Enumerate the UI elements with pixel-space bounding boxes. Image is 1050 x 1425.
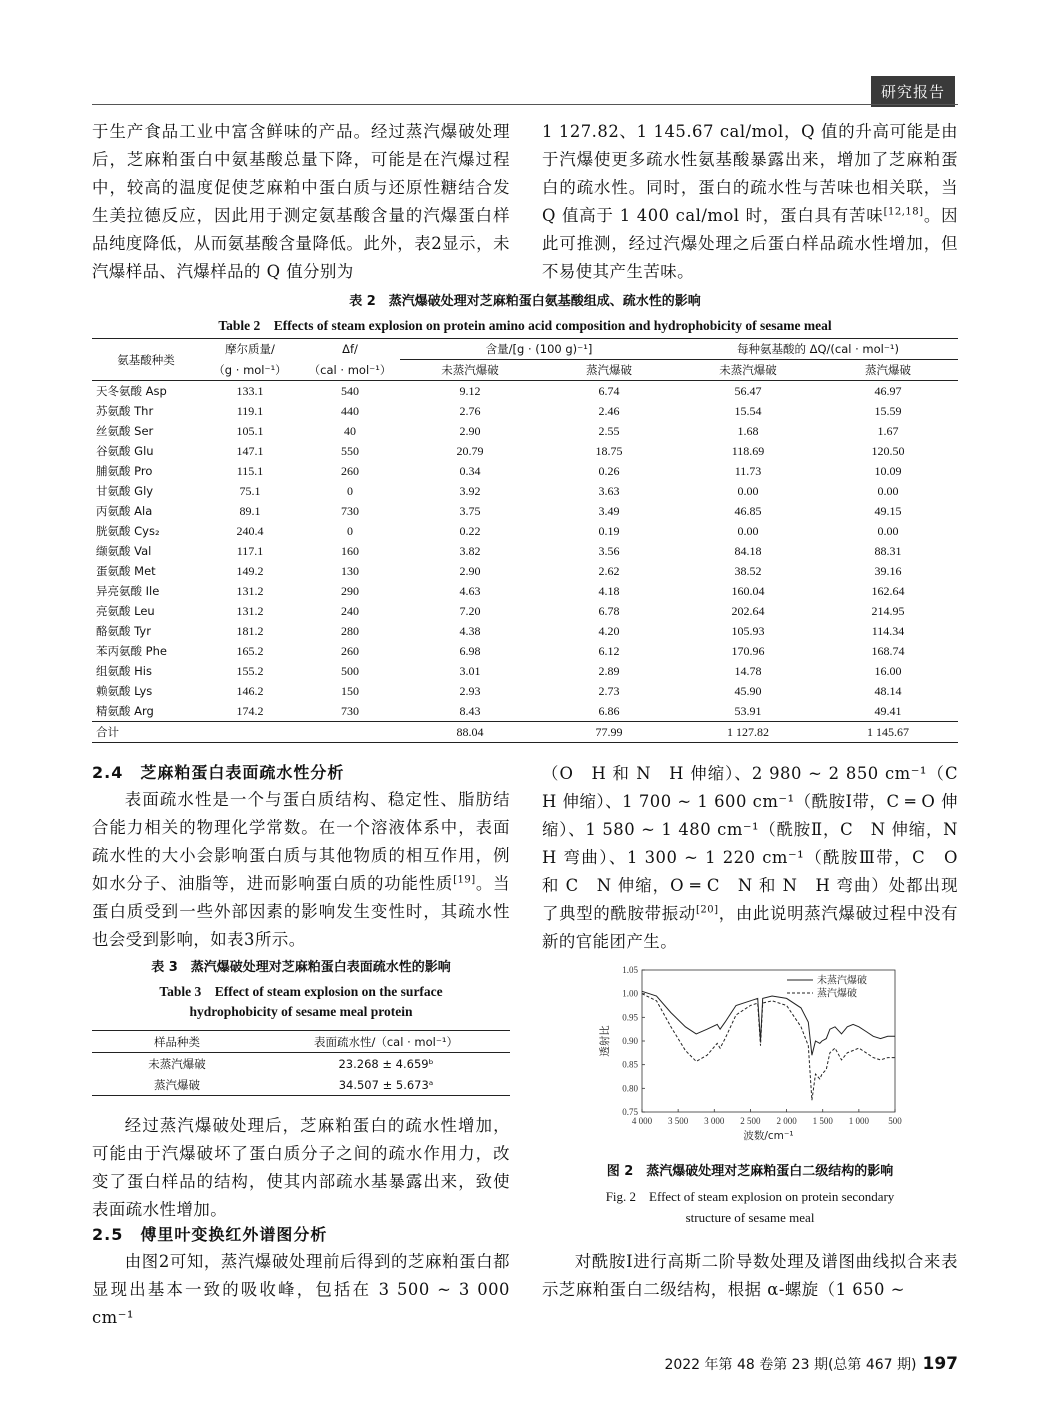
cell-f: 280 — [341, 623, 359, 638]
header-dq-exploded: 蒸汽爆破 — [818, 360, 958, 381]
cell-c2: 6.12 — [598, 643, 620, 658]
cell-m: 174.2 — [236, 703, 264, 718]
left-top-paragraph: 于生产食品工业中富含鲜味的产品。经过蒸汽爆破处理后，芝麻粕蛋白中氨基酸总量下降，可能是在汽爆过程中，较高的温度促使芝麻粕中蛋白质与还原性糖结合发生美拉德反应，因此用于测定氨基酸含量的汽爆蛋白样品纯度降低，从而氨基酸含量降低。此外，表2显示，未汽爆样品、汽爆样品的 Q 值分别为 — [92, 122, 510, 281]
cell-f: 0 — [347, 523, 353, 538]
cell-q2: 214.95 — [871, 603, 905, 618]
cell-c1: 2.76 — [459, 403, 481, 418]
cell-m: 165.2 — [236, 643, 264, 658]
section-tag: 研究报告 — [871, 76, 955, 107]
table-row — [92, 1074, 510, 1096]
cell-q2: 1.67 — [877, 423, 899, 438]
header-molar-mass: 摩尔质量/ — [200, 339, 300, 360]
y-tick-label: 0.95 — [622, 1012, 638, 1023]
table3-caption-en-1: Table 3 Effect of steam explosion on the surface — [159, 984, 443, 999]
x-tick-label: 3 000 — [704, 1116, 725, 1126]
y-tick-label: 0.75 — [622, 1107, 638, 1117]
cell-c1: 7.20 — [459, 603, 481, 618]
header-amino-acid: 氨基酸种类 — [92, 339, 200, 381]
cell-c2: 2.89 — [598, 663, 620, 678]
page-number: 197 — [922, 1354, 958, 1374]
cell-f: 160 — [341, 543, 359, 558]
cell-m: 149.2 — [236, 563, 264, 578]
cell-q2: 15.59 — [874, 403, 902, 418]
cell-q1: 46.85 — [734, 503, 762, 518]
figure2-caption-en-2: structure of sesame meal — [685, 1210, 815, 1225]
cell-m: 146.2 — [236, 683, 264, 698]
cell-q1: 1.68 — [737, 423, 759, 438]
header-molar-mass-unit: （g · mol⁻¹） — [200, 360, 300, 381]
cell-c2: 2.46 — [598, 403, 620, 418]
table3-header-hydrophobicity: 表面疏水性/（cal · mol⁻¹） — [313, 1034, 459, 1049]
cell-c2: 0.26 — [598, 463, 620, 478]
cell-q1: 14.78 — [734, 663, 762, 678]
cell-name: 蛋氨酸 Met — [96, 564, 156, 578]
cell-m: 117.1 — [236, 543, 264, 558]
cell-c1: 9.12 — [459, 383, 481, 398]
cell-c1: 3.92 — [459, 483, 481, 498]
section-2-4-paragraph: 表面疏水性是一个与蛋白质结构、稳定性、脂肪结合能力相关的物理化学常数。在一个溶液体系中，表面疏水性的大小会影响蛋白质与其他物质的相互作用，例如水分子、油脂等，进而影响蛋白质的功能性质[19]。当蛋白质受到一些外部因素的影响发生变性时，其疏水性也会受到影响，如表3所示。 — [92, 790, 511, 949]
cell-c1: 3.82 — [459, 543, 481, 558]
table-row — [92, 1053, 510, 1075]
cell-val: 34.507 ± 5.673ᵃ — [338, 1077, 434, 1092]
header-content-unexploded: 未蒸汽爆破 — [400, 360, 540, 381]
ftir-spectrum-chart — [590, 962, 910, 1152]
cell-f: 540 — [341, 383, 359, 398]
cell-name: 丙氨酸 Ala — [96, 504, 153, 518]
right-top-paragraph: 1 127.82、1 145.67 cal/mol，Q 值的升高可能是由于汽爆使更多疏水性氨基酸暴露出来，增加了芝麻粕蛋白的疏水性。同时，蛋白的疏水性与苦味也相关联，当 Q 值高于 1 400 cal/mol 时，蛋白具有苦味[12,18]。因此可推测，经过汽爆处理之后蛋白样品疏水性增加，但不易使其产生苦味。 — [542, 122, 958, 281]
table-total-row: 合计 88.04 77.99 1 127.82 1 145.67 — [92, 722, 958, 743]
table2-caption-en: Table 2 Effects of steam explosion on protein amino acid composition and hydrophobicity of sesame meal — [218, 318, 832, 333]
cell-q2: 10.09 — [874, 463, 902, 478]
cell-c2: 3.63 — [598, 483, 620, 498]
table-row — [92, 541, 958, 561]
table-row — [92, 701, 958, 722]
table-row — [92, 501, 958, 521]
cell-name: 天冬氨酸 Asp — [96, 384, 167, 398]
table-row — [92, 521, 958, 541]
header-content: 含量/[g · (100 g)⁻¹] — [400, 339, 678, 360]
table2-caption-cn: 表 2 蒸汽爆破处理对芝麻粕蛋白氨基酸组成、疏水性的影响 — [349, 294, 701, 309]
cell-q2: 39.16 — [874, 563, 902, 578]
cell-c1: 6.98 — [459, 643, 481, 658]
cell-name: 酪氨酸 Tyr — [96, 624, 151, 638]
cell-name: 缬氨酸 Val — [96, 544, 152, 558]
cell-q2: 114.34 — [871, 623, 905, 638]
y-tick-label: 0.80 — [622, 1083, 638, 1094]
series-line-unexploded — [642, 991, 895, 1055]
table3-caption-en-2: hydrophobicity of sesame meal protein — [189, 1004, 413, 1019]
cell-q1: 170.96 — [731, 643, 765, 658]
x-tick-label: 3 500 — [668, 1116, 689, 1126]
cell-q1: 84.18 — [734, 543, 762, 558]
cell-f: 40 — [344, 423, 356, 438]
table-row — [92, 401, 958, 421]
x-tick-label: 4 000 — [631, 1116, 653, 1126]
cell-name: 异亮氨酸 Ile — [96, 584, 160, 598]
header-content-exploded: 蒸汽爆破 — [540, 360, 678, 381]
cell-q2: 46.97 — [874, 383, 902, 398]
table3-caption-cn: 表 3 蒸汽爆破处理对芝麻粕蛋白表面疏水性的影响 — [151, 960, 451, 975]
section-2-5-title: 2.5 傅里叶变换红外谱图分析 — [92, 1225, 328, 1244]
cell-c2: 4.18 — [598, 583, 620, 598]
header-rule — [92, 104, 958, 105]
cell-val: 23.268 ± 4.659ᵇ — [338, 1056, 434, 1071]
cell-c1: 2.93 — [459, 683, 481, 698]
cell-name: 蒸汽爆破 — [154, 1077, 200, 1092]
cell-c2: 4.20 — [598, 623, 620, 638]
cell-q2: 49.41 — [874, 703, 902, 718]
header-delta-f: Δf/ — [300, 339, 400, 360]
cell-name: 亮氨酸 Leu — [96, 604, 155, 618]
section-2-4-title: 2.4 芝麻粕蛋白表面疏水性分析 — [92, 763, 345, 782]
cell-name: 甘氨酸 Gly — [96, 484, 154, 498]
cell-c2: 3.56 — [598, 543, 620, 558]
cell-q1: 118.69 — [731, 443, 765, 458]
cell-f: 150 — [341, 683, 359, 698]
series-line-exploded — [642, 994, 895, 1100]
cell-c1: 2.90 — [459, 423, 481, 438]
legend-entry: 未蒸汽爆破 — [817, 975, 867, 987]
cell-q1: 53.91 — [734, 703, 762, 718]
table2 — [92, 338, 958, 743]
cell-c2: 3.49 — [598, 503, 620, 518]
figure2-caption-en-1: Fig. 2 Effect of steam explosion on protein secondary — [605, 1189, 895, 1204]
cell-m: 105.1 — [236, 423, 264, 438]
cell-q1: 0.00 — [737, 483, 759, 498]
cell-f: 500 — [341, 663, 359, 678]
cell-m: 133.1 — [236, 383, 264, 398]
cell-c2: 6.78 — [598, 603, 620, 618]
cell-m: 147.1 — [236, 443, 264, 458]
right-bottom-paragraph: 对酰胺Ⅰ进行高斯二阶导数处理及谱图曲线拟合来表示芝麻粕蛋白二级结构，根据 α-螺旋（1 650 ~ — [542, 1252, 958, 1299]
cell-m: 240.4 — [236, 523, 264, 538]
cell-name: 丝氨酸 Ser — [96, 424, 154, 438]
x-axis-label: 波数/cm⁻¹ — [743, 1130, 794, 1142]
cell-name: 精氨酸 Arg — [96, 704, 154, 718]
cell-q2: 0.00 — [877, 483, 899, 498]
x-tick-label: 2 000 — [776, 1116, 797, 1126]
y-tick-label: 0.85 — [622, 1059, 638, 1070]
cell-q2: 88.31 — [874, 543, 902, 558]
table-row — [92, 661, 958, 681]
table-row — [92, 461, 958, 481]
y-tick-label: 1.05 — [622, 965, 638, 975]
cell-f: 290 — [341, 583, 359, 598]
cell-q1: 0.00 — [737, 523, 759, 538]
cell-m: 181.2 — [236, 623, 264, 638]
header-delta-f-unit: （cal · mol⁻¹） — [300, 360, 400, 381]
cell-name: 组氨酸 His — [96, 664, 152, 678]
table-row — [92, 581, 958, 601]
cell-c1: 8.43 — [459, 703, 481, 718]
cell-m: 131.2 — [236, 583, 264, 598]
cell-q1: 45.90 — [734, 683, 762, 698]
x-tick-label: 2 500 — [740, 1116, 761, 1126]
issue-info: 2022 年第 48 卷第 23 期(总第 467 期) — [664, 1357, 917, 1373]
cell-f: 730 — [341, 503, 359, 518]
cell-q1: 202.64 — [731, 603, 765, 618]
cell-q2: 0.00 — [877, 523, 899, 538]
cell-f: 550 — [341, 443, 359, 458]
cell-q1: 11.73 — [734, 463, 762, 478]
cell-name: 未蒸汽爆破 — [148, 1056, 206, 1071]
x-tick-label: 1 500 — [812, 1116, 833, 1126]
cell-f: 440 — [341, 403, 359, 418]
header-dq-unexploded: 未蒸汽爆破 — [678, 360, 818, 381]
table-row — [92, 641, 958, 661]
cell-q1: 38.52 — [734, 563, 762, 578]
section-2-4-paragraph-2: 经过蒸汽爆破处理后，芝麻粕蛋白的疏水性增加，可能由于汽爆破坏了蛋白质分子之间的疏水作用力，改变了蛋白样品的结构，使其内部疏水基暴露出来，致使表面疏水性增加。 — [92, 1116, 510, 1219]
legend-entry: 蒸汽爆破 — [817, 988, 857, 1000]
table-row — [92, 601, 958, 621]
cell-name: 胱氨酸 Cys₂ — [96, 524, 160, 538]
cell-q2: 120.50 — [871, 443, 905, 458]
y-tick-label: 1.00 — [622, 988, 638, 999]
cell-m: 75.1 — [239, 483, 261, 498]
cell-q1: 15.54 — [734, 403, 762, 418]
citation: [12,18] — [883, 206, 924, 218]
cell-c1: 20.79 — [456, 443, 484, 458]
cell-c2: 6.74 — [598, 383, 620, 398]
page-footer — [664, 1354, 958, 1374]
table-row — [92, 441, 958, 461]
cell-q1: 160.04 — [731, 583, 765, 598]
figure2-caption-cn: 图 2 蒸汽爆破处理对芝麻粕蛋白二级结构的影响 — [606, 1164, 894, 1179]
cell-c1: 3.75 — [459, 503, 481, 518]
table-row — [92, 681, 958, 701]
cell-c1: 3.01 — [459, 663, 481, 678]
table-row — [92, 481, 958, 501]
cell-c2: 6.86 — [598, 703, 620, 718]
cell-q1: 56.47 — [734, 383, 762, 398]
table-row — [92, 621, 958, 641]
table3-header-sample: 样品种类 — [154, 1034, 200, 1049]
cell-c2: 2.55 — [598, 423, 620, 438]
cell-name: 赖氨酸 Lys — [96, 684, 153, 698]
cell-c1: 4.63 — [459, 583, 481, 598]
cell-c2: 2.62 — [598, 563, 620, 578]
table3 — [92, 1030, 510, 1096]
cell-m: 119.1 — [236, 403, 264, 418]
cell-c1: 4.38 — [459, 623, 481, 638]
x-tick-label: 500 — [888, 1116, 902, 1126]
cell-q2: 48.14 — [874, 683, 902, 698]
section-2-5-paragraph-left: 由图2可知，蒸汽爆破处理前后得到的芝麻粕蛋白都显现出基本一致的吸收峰，包括在 3 500 ~ 3 000 cm⁻¹ — [92, 1252, 510, 1327]
header-delta-q: 每种氨基酸的 ΔQ/(cal · mol⁻¹) — [678, 339, 958, 360]
cell-f: 260 — [341, 643, 359, 658]
cell-name: 谷氨酸 Glu — [96, 444, 154, 458]
cell-q1: 105.93 — [731, 623, 765, 638]
cell-name: 苏氨酸 Thr — [96, 404, 154, 418]
cell-c2: 2.73 — [598, 683, 620, 698]
section-2-5-paragraph-right: （O H 和 N H 伸缩）、2 980 ~ 2 850 cm⁻¹（C H 伸缩）、1 700 ~ 1 600 cm⁻¹（酰胺Ⅰ带，C ═ O 伸缩）、1 580 ~ 1 480 cm⁻¹（酰胺Ⅱ，C N 伸缩，N H 弯曲）、1 300 ~ 1 220 cm⁻¹（酰胺Ⅲ带，C O 和 C N 伸缩，O ═ C N 和 N H 弯曲）处都出现了典型的酰胺带振动[20]，由此说明蒸汽爆破过程中没有新的官能团产生。 — [542, 764, 975, 951]
x-tick-label: 1 000 — [848, 1116, 869, 1126]
cell-c1: 0.34 — [459, 463, 481, 478]
cell-f: 0 — [347, 483, 353, 498]
y-axis-label: 透射比 — [599, 1025, 611, 1057]
table-row — [92, 561, 958, 581]
cell-name: 脯氨酸 Pro — [96, 464, 153, 478]
cell-q2: 49.15 — [874, 503, 902, 518]
cell-m: 115.1 — [236, 463, 264, 478]
cell-m: 131.2 — [236, 603, 264, 618]
cell-name: 苯丙氨酸 Phe — [96, 644, 167, 658]
cell-f: 130 — [341, 563, 359, 578]
cell-q2: 168.74 — [871, 643, 905, 658]
cell-c1: 0.22 — [459, 523, 481, 538]
cell-f: 730 — [341, 703, 359, 718]
cell-c2: 0.19 — [598, 523, 620, 538]
cell-c1: 2.90 — [459, 563, 481, 578]
table-row — [92, 381, 958, 402]
cell-m: 89.1 — [239, 503, 261, 518]
cell-q2: 162.64 — [871, 583, 905, 598]
cell-c2: 18.75 — [595, 443, 623, 458]
cell-f: 260 — [341, 463, 359, 478]
cell-f: 240 — [341, 603, 359, 618]
y-tick-label: 0.90 — [622, 1036, 638, 1046]
cell-q2: 16.00 — [874, 663, 902, 678]
table-row — [92, 421, 958, 441]
cell-m: 155.2 — [236, 663, 264, 678]
